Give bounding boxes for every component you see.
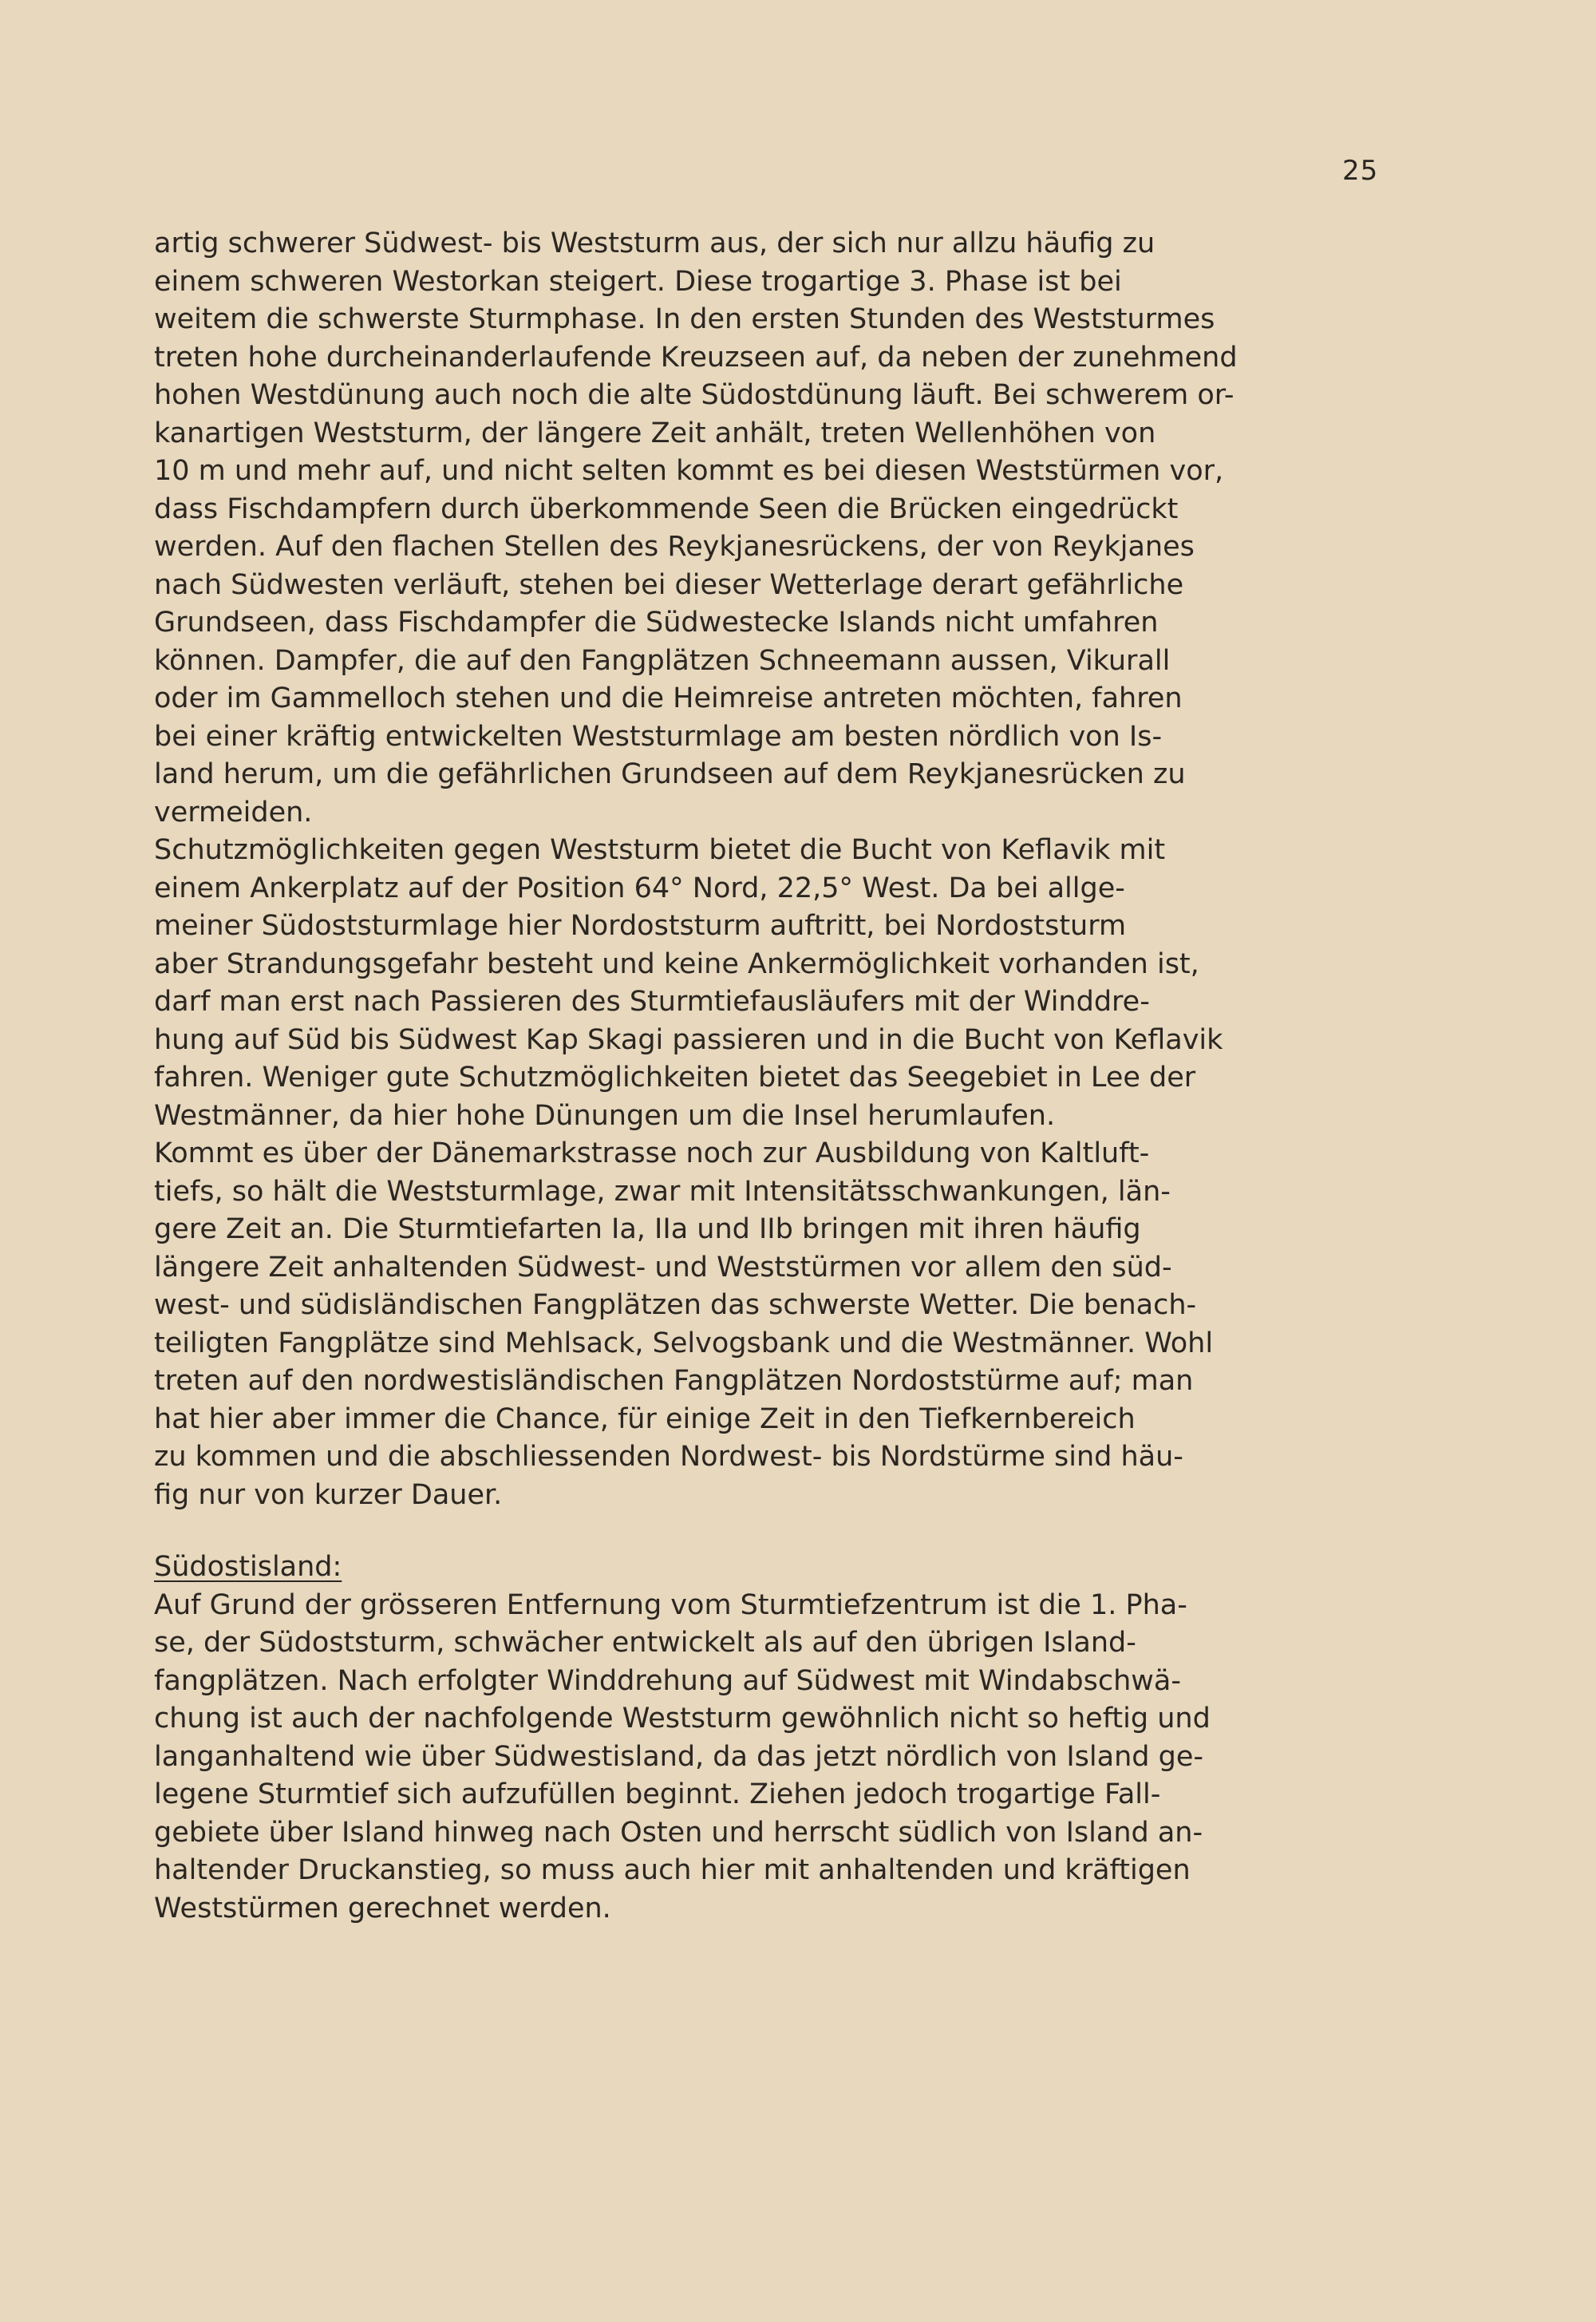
text-line: gere Zeit an. Die Sturmtiefarten Ia, IIa und IIb bringen mit ihren häufig [154, 1213, 1141, 1245]
text-line: chung ist auch der nachfolgende Weststurm gewöhnlich nicht so heftig und [154, 1703, 1211, 1735]
text-line: längere Zeit anhaltenden Südwest- und Weststürmen vor allem den süd- [154, 1251, 1172, 1284]
text-line: oder im Gammelloch stehen und die Heimreise antreten möchten, fahren [154, 682, 1183, 714]
text-line: aber Strandungsgefahr besteht und keine Ankermöglichkeit vorhanden ist, [154, 947, 1199, 980]
text-line: einem schweren Westorkan steigert. Diese trogartige 3. Phase ist bei [154, 265, 1122, 298]
text-line: land herum, um die gefährlichen Grundseen auf dem Reykjanesrücken zu [154, 758, 1186, 790]
text-line: fangplätzen. Nach erfolgter Winddrehung auf Südwest mit Windabschwä- [154, 1664, 1181, 1697]
text-line: hung auf Süd bis Südwest Kap Skagi passieren und in die Bucht von Keflavik [154, 1023, 1223, 1056]
text-line: weitem die schwerste Sturmphase. In den ersten Stunden des Weststurmes [154, 303, 1215, 335]
text-line: Weststürmen gerechnet werden. [154, 1892, 611, 1924]
text-line: können. Dampfer, die auf den Fangplätzen Schneemann aussen, Vikurall [154, 644, 1171, 677]
text-line: Schutzmöglichkeiten gegen Weststurm bietet die Bucht von Keflavik mit [154, 834, 1166, 866]
text-line: haltender Druckanstieg, so muss auch hier mit anhaltenden und kräftigen [154, 1854, 1191, 1886]
southeast-section [154, 1549, 1431, 1928]
text-line: teiligten Fangplätze sind Mehlsack, Selvogsbank und die Westmänner. Wohl [154, 1327, 1214, 1359]
text-line: fig nur von kurzer Dauer. [154, 1478, 503, 1511]
text-line: vermeiden. [154, 796, 313, 829]
text-line: darf man erst nach Passieren des Sturmtiefausläufers mit der Winddre- [154, 986, 1150, 1018]
text-line: 10 m und mehr auf, und nicht selten kommt es bei diesen Weststürmen vor, [154, 455, 1224, 487]
text-line: se, der Südoststurm, schwächer entwickelt als auf den übrigen Island- [154, 1627, 1136, 1659]
text-line: kanartigen Weststurm, der längere Zeit anhält, treten Wellenhöhen von [154, 417, 1156, 449]
text-line: zu kommen und die abschliessenden Nordwest- bis Nordstürme sind häu- [154, 1441, 1183, 1473]
text-line: fahren. Weniger gute Schutzmöglichkeiten bietet das Seegebiet in Lee der [154, 1062, 1196, 1094]
main-text-block [154, 225, 1431, 1514]
text-line: treten auf den nordwestisländischen Fangplätzen Nordoststürme auf; man [154, 1365, 1194, 1397]
text-line: einem Ankerplatz auf der Position 64° Nord, 22,5° West. Da bei allge- [154, 872, 1125, 904]
text-line: Auf Grund der grösseren Entfernung vom Sturmtiefzentrum ist die 1. Pha- [154, 1588, 1187, 1621]
text-line: Kommt es über der Dänemarkstrasse noch zur Ausbildung von Kaltluft- [154, 1137, 1150, 1169]
text-line: gebiete über Island hinweg nach Osten und herrscht südlich von Island an- [154, 1816, 1203, 1849]
section-body [154, 1587, 1431, 1928]
section-heading: Südostisland: [154, 1551, 342, 1583]
text-line: Grundseen, dass Fischdampfer die Südwestecke Islands nicht umfahren [154, 607, 1159, 639]
text-line: dass Fischdampfern durch überkommende Seen die Brücken eingedrückt [154, 492, 1179, 525]
text-line: bei einer kräftig entwickelten Weststurmlage am besten nördlich von Is- [154, 720, 1163, 753]
text-line: tiefs, so hält die Weststurmlage, zwar mit Intensitätsschwankungen, län- [154, 1175, 1171, 1208]
page-number: 25 [1342, 155, 1379, 187]
text-line: hohen Westdünung auch noch die alte Südostdünung läuft. Bei schwerem or- [154, 379, 1235, 411]
text-line: west- und südisländischen Fangplätzen das schwerste Wetter. Die benach- [154, 1289, 1197, 1321]
text-line: werden. Auf den flachen Stellen des Reykjanesrückens, der von Reykjanes [154, 531, 1195, 563]
text-line: langanhaltend wie über Südwestisland, da das jetzt nördlich von Island ge- [154, 1740, 1203, 1773]
text-line: legene Sturmtief sich aufzufüllen beginnt. Ziehen jedoch trogartige Fall- [154, 1778, 1161, 1810]
text-line: meiner Südoststurmlage hier Nordoststurm auftritt, bei Nordoststurm [154, 910, 1127, 942]
text-line: Westmänner, da hier hohe Dünungen um die Insel herumlaufen. [154, 1099, 1056, 1132]
text-line: artig schwerer Südwest- bis Weststurm aus, der sich nur allzu häufig zu [154, 227, 1156, 259]
text-line: treten hohe durcheinanderlaufende Kreuzseen auf, da neben der zunehmend [154, 341, 1238, 374]
text-line: hat hier aber immer die Chance, für einige Zeit in den Tiefkernbereich [154, 1402, 1136, 1435]
text-line: nach Südwesten verläuft, stehen bei dieser Wetterlage derart gefährliche [154, 568, 1184, 601]
